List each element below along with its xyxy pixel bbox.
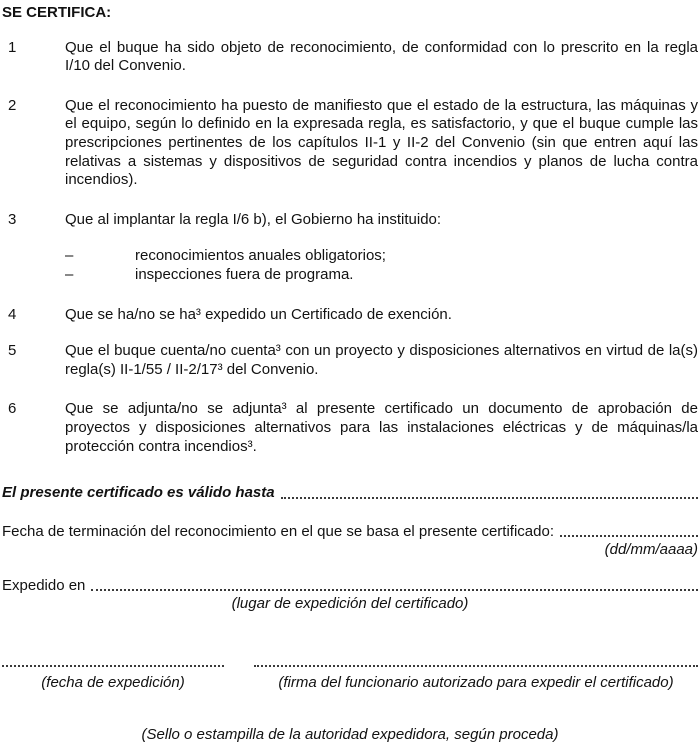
signature-hint: (firma del funcionario autorizado para expedir el certificado)	[278, 674, 674, 692]
item-number: 6	[8, 400, 17, 418]
item-text: Que al implantar la regla I/6 b), el Gobierno ha instituido:	[65, 210, 442, 228]
certificate-item-5	[2, 342, 698, 379]
certificate-item-2	[2, 97, 698, 190]
valid-until-row	[2, 484, 698, 503]
survey-completion-date-blank-field	[554, 523, 698, 542]
certificate-item-6	[2, 400, 698, 456]
dash-bullet: –	[65, 265, 74, 283]
item-3-subitems	[65, 247, 698, 284]
item-number: 4	[8, 305, 17, 323]
issue-date-column	[2, 655, 224, 693]
subitem-annual-surveys	[65, 247, 698, 266]
subitem-unscheduled-inspections	[65, 266, 698, 285]
issued-at-row	[2, 577, 698, 596]
valid-until-label: El presente certificado es válido hasta	[2, 484, 275, 502]
item-number: 5	[8, 342, 17, 360]
subitem-text: reconocimientos anuales obligatorios;	[135, 247, 386, 265]
date-format-hint: (dd/mm/aaaa)	[604, 541, 698, 559]
signature-block	[2, 655, 698, 693]
item-text: Que se ha/no se ha³ expedido un Certificado de exención.	[65, 305, 452, 323]
item-number: 1	[8, 38, 17, 56]
signature-blank-field	[254, 655, 698, 667]
issued-at-label: Expedido en	[2, 576, 86, 594]
issue-place-blank-field	[85, 577, 698, 596]
certificate-item-1	[2, 39, 698, 76]
item-text: Que el buque ha sido objeto de reconocimiento, de conformidad con lo prescrito en la regla I/10 del Convenio.	[65, 38, 698, 75]
issue-place-hint: (lugar de expedición del certificado)	[231, 595, 469, 613]
valid-until-blank-field	[275, 484, 698, 503]
certificate-item-3	[2, 211, 698, 230]
item-text: Que el reconocimiento ha puesto de manifiesto que el estado de la estructura, las máquinas y el equipo, según lo definido en la expresada regla, es satisfactorio, y que el buque cumple las prescripciones pertinentes de los capítulos II-1 y II-2 del Convenio (sin que entren aquí las relativas a sistemas y dispositivos de seguridad contra incendios y planos de lucha contra incendios).	[65, 96, 698, 189]
issue-date-blank-field	[2, 655, 224, 667]
dash-bullet: –	[65, 247, 74, 265]
issue-date-hint: (fecha de expedición)	[41, 674, 185, 692]
item-number: 2	[8, 96, 17, 114]
certificate-item-4	[2, 306, 698, 325]
item-text: Que se adjunta/no se adjunta³ al presente certificado un documento de aprobación de proyectos y disposiciones alternativos para las instalaciones eléctricas y de máquinas/la protección contra incendios³.	[65, 400, 698, 455]
survey-completion-date-label: Fecha de terminación del reconocimiento en el que se basa el presente certificado:	[2, 522, 554, 540]
certify-heading: SE CERTIFICA:	[2, 4, 112, 21]
item-number: 3	[8, 210, 17, 228]
signature-columns	[2, 655, 698, 693]
item-text: Que el buque cuenta/no cuenta³ con un proyecto y disposiciones alternativos en virtud de la(s) regla(s) II-1/55 / II-2/17³ del Convenio.	[65, 342, 698, 378]
signature-column	[254, 655, 698, 693]
subitem-text: inspecciones fuera de programa.	[135, 265, 354, 283]
signature-column-gap	[224, 655, 254, 693]
seal-hint: (Sello o estampilla de la autoridad expedidora, según proceda)	[141, 725, 559, 743]
survey-completion-date-row	[2, 523, 698, 542]
